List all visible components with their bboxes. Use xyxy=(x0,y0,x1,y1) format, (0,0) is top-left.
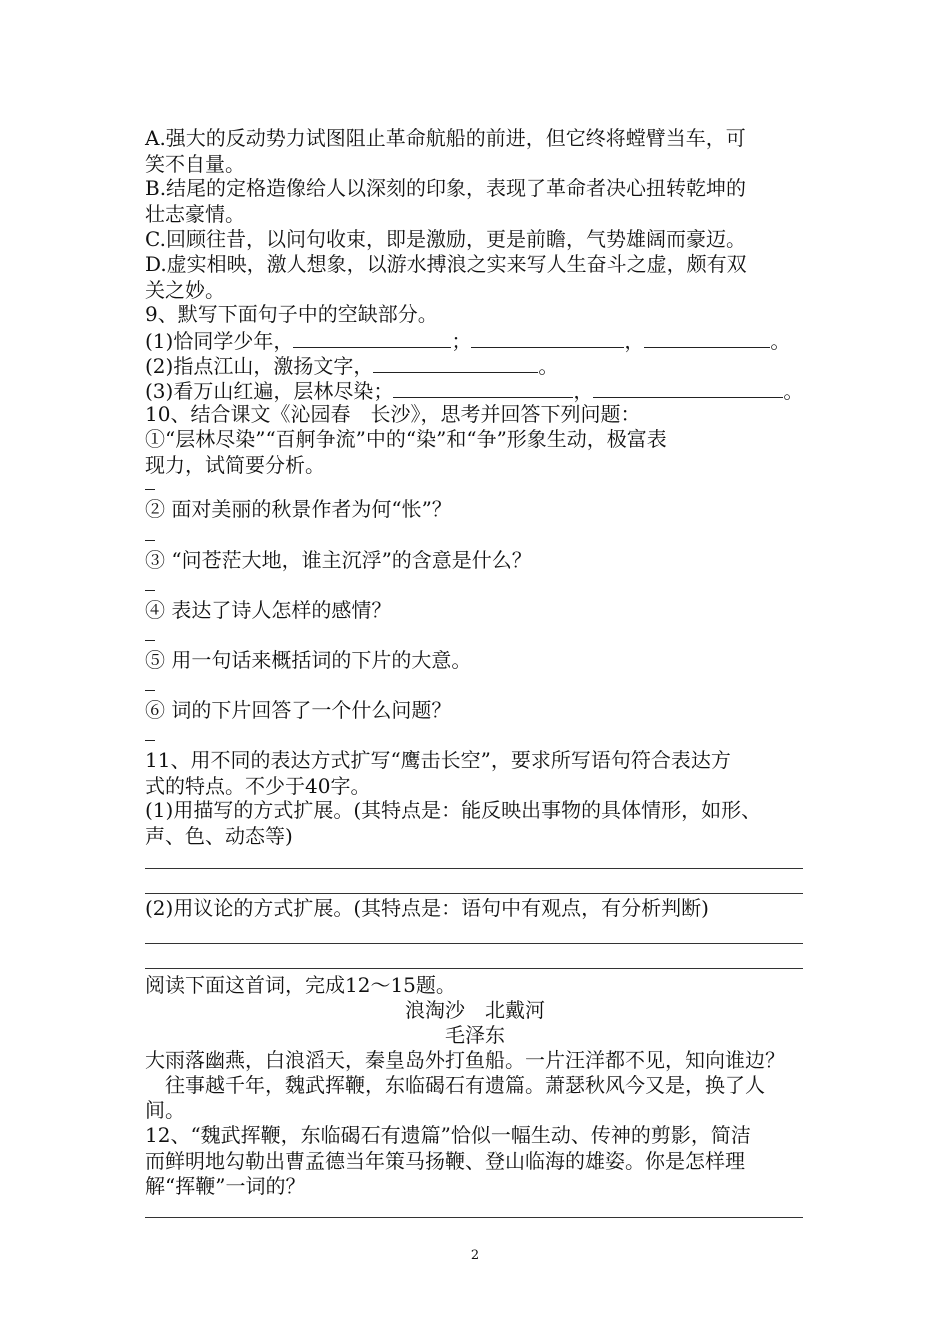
q11-title-line1: 11、用不同的表达方式扩写“鹰击长空”，要求所写语句符合表达方 xyxy=(145,748,731,772)
q10-sub4: ④ 表达了诗人怎样的感情？ xyxy=(145,598,392,622)
page-number: 2 xyxy=(470,1248,480,1263)
q9-item2-prefix: (2)指点江山，激扬文字， xyxy=(145,354,374,378)
option-a-line1: A.强大的反动势力试图阻止革命航船的前进，但它终将螳臂当车，可 xyxy=(145,126,746,150)
poem-line-3: 间。 xyxy=(145,1098,185,1122)
answer-line-3[interactable] xyxy=(145,943,803,944)
option-c: C.回顾往昔，以问句收束，即是激励，更是前瞻，气势雄阔而豪迈。 xyxy=(145,227,746,251)
reading-intro: 阅读下面这首词，完成12～15题。 xyxy=(145,973,456,997)
answer-line-1[interactable] xyxy=(145,868,803,869)
q12-line3: 解“挥鞭”一词的？ xyxy=(145,1174,306,1199)
option-b-line1: B.结尾的定格造像给人以深刻的印象，表现了革命者决心扭转乾坤的 xyxy=(145,176,747,200)
q12-line2: 而鲜明地勾勒出曹孟德当年策马扬鞭、登山临海的雄姿。你是怎样理 xyxy=(145,1148,745,1173)
q9-title: 9、默写下面句子中的空缺部分。 xyxy=(145,302,438,326)
q9-item1-end: 。 xyxy=(770,329,791,353)
q10-sub3: ③ “问苍茫大地，谁主沉浮”的含意是什么？ xyxy=(145,548,532,572)
q10-title: 10、结合课文《沁园春 长沙》，思考并回答下列问题： xyxy=(145,402,641,426)
q10-sub6: ⑥ 词的下片回答了一个什么问题？ xyxy=(145,698,452,722)
q10-sub1-line2: 现力，试简要分析。 xyxy=(145,452,325,477)
q9-item1 xyxy=(145,327,845,355)
option-a xyxy=(145,126,815,177)
answer-line-4[interactable] xyxy=(145,968,803,969)
q10-sub2: ② 面对美丽的秋景作者为何“怅”？ xyxy=(145,497,452,521)
q9-blank-5[interactable] xyxy=(393,377,573,398)
q9-item3-sep: ， xyxy=(573,379,594,403)
option-a-line2: 笑不自量。 xyxy=(145,151,245,176)
q9-item3-end: 。 xyxy=(783,379,804,403)
option-b-line2: 壮志豪情。 xyxy=(145,201,245,226)
answer-line-5[interactable] xyxy=(145,1217,803,1218)
option-d-line1: D.虚实相映，激人想象，以游水搏浪之实来写人生奋斗之虚，颇有双 xyxy=(145,252,747,276)
q9-item2 xyxy=(145,352,815,380)
q10-sub1 xyxy=(145,427,815,478)
poem-line-1: 大雨落幽燕，白浪滔天，秦皇岛外打鱼船。一片汪洋都不见，知向谁边？ xyxy=(145,1048,785,1072)
q12 xyxy=(145,1123,815,1200)
q11-part1 xyxy=(145,798,815,849)
q11-title-line2: 式的特点。不少于40字。 xyxy=(145,773,371,798)
q11-part1-line2: 声、色、动态等) xyxy=(145,823,293,848)
q11-part2: (2)用议论的方式扩展。(其特点是：语句中有观点，有分析判断) xyxy=(145,896,709,920)
q9-item1-sep2: ， xyxy=(624,329,645,353)
q9-blank-4[interactable] xyxy=(373,352,538,373)
answer-line-2[interactable] xyxy=(145,893,803,894)
q11-title xyxy=(145,748,815,799)
q9-item1-prefix: (1)恰同学少年， xyxy=(145,329,294,353)
option-b xyxy=(145,176,815,227)
poem-author: 毛泽东 xyxy=(445,1023,505,1047)
q9-blank-3[interactable] xyxy=(644,327,770,348)
q11-part1-line1: (1)用描写的方式扩展。(其特点是：能反映出事物的具体情形，如形、 xyxy=(145,798,762,822)
q9-item3-prefix: (3)看万山红遍，层林尽染； xyxy=(145,379,394,403)
q9-blank-2[interactable] xyxy=(471,327,624,348)
poem-title: 浪淘沙 北戴河 xyxy=(405,998,545,1022)
q9-item1-sep1: ； xyxy=(451,329,472,353)
q9-blank-1[interactable] xyxy=(293,327,451,348)
poem-line-2: 往事越千年，魏武挥鞭，东临碣石有遗篇。萧瑟秋风今又是，换了人 xyxy=(145,1073,765,1097)
q12-line1: 12、“魏武挥鞭，东临碣石有遗篇”恰似一幅生动、传神的剪影，简洁 xyxy=(145,1123,751,1147)
option-d-line2: 关之妙。 xyxy=(145,277,225,302)
q10-sub5: ⑤ 用一句话来概括词的下片的大意。 xyxy=(145,648,472,672)
q9-blank-6[interactable] xyxy=(593,377,783,398)
q9-item3 xyxy=(145,377,845,405)
option-d xyxy=(145,252,815,303)
q9-item2-end: 。 xyxy=(538,354,559,378)
q10-sub1-line1: ①“层林尽染”“百舸争流”中的“染”和“争”形象生动，极富表 xyxy=(145,427,667,451)
